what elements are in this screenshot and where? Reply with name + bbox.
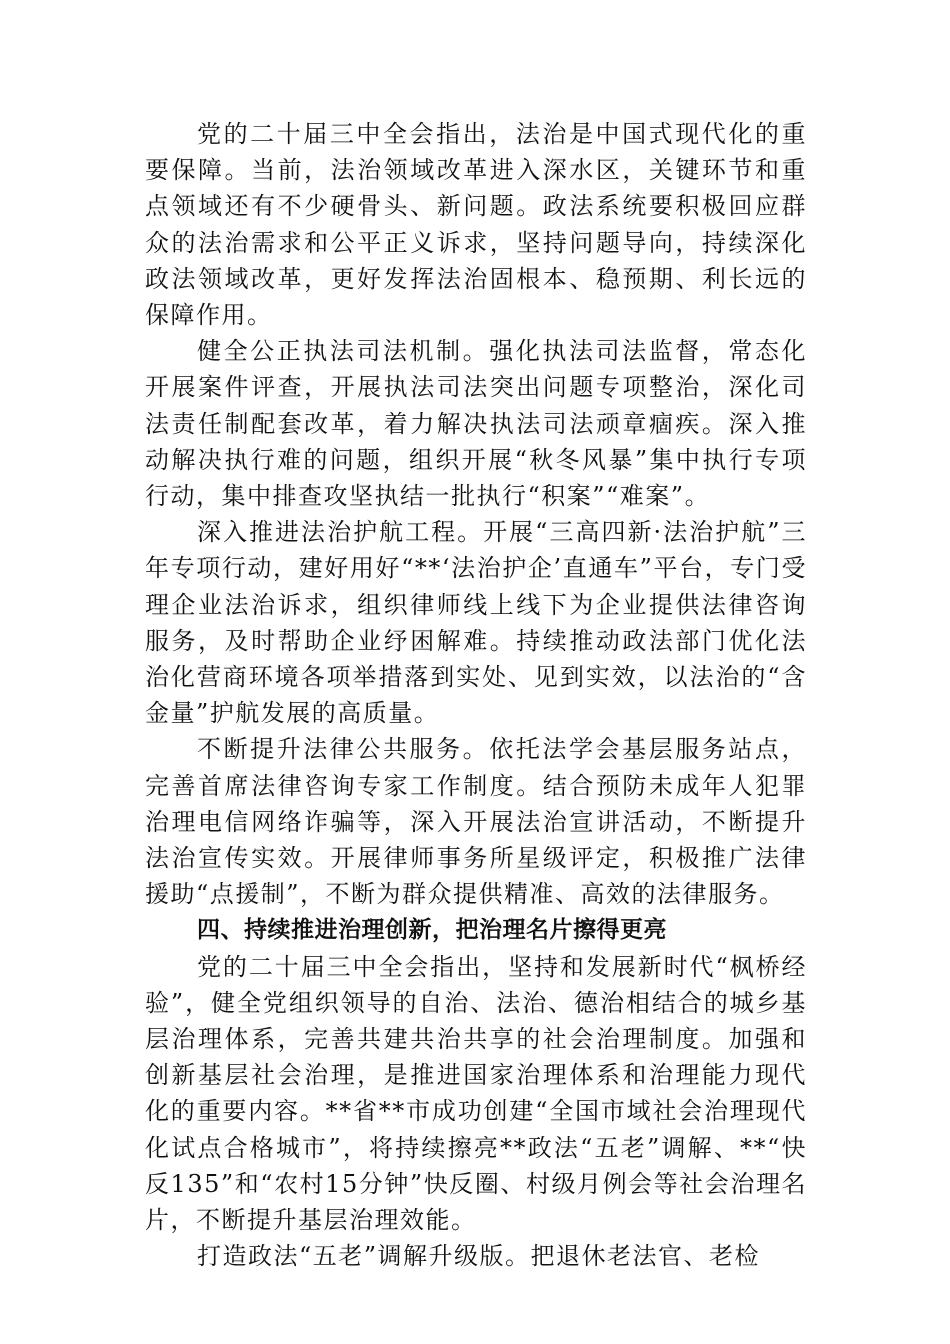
- paragraph-legal-public-service: 不断提升法律公共服务。依托法学会基层服务站点，完善首席法律咨询专家工作制度。结合预防未成年人犯罪治理电信网络诈骗等，深入开展法治宣讲活动，不断提升法治宣传实效。开展律师事务所星级评定，积极推广法律援助“点援制”，不断为群众提供精准、高效的法律服务。: [145, 735, 807, 909]
- section-heading: 四、持续推进治理创新，把治理名片擦得更亮: [197, 917, 667, 944]
- paragraph-governance-innovation: 党的二十届三中全会指出，坚持和发展新时代“枫桥经验”，健全党组织领导的自治、法治、德治相结合的城乡基层治理体系，完善共建共治共享的社会治理制度。加强和创新基层社会治理，是推进国家治理体系和治理能力现代化的重要内容。**省**市成功创建“全国市域社会治理现代化试点合格城市”，将持续擦亮**政法“五老”调解、**“快反135”和“农村15分钟”快反圈、村级月例会等社会治理名片，不断提升基层治理效能。: [145, 952, 807, 1235]
- document-body: [145, 116, 807, 1275]
- paragraph-five-elders-mediation: 打造政法“五老”调解升级版。把退休老法官、老检: [197, 1242, 761, 1271]
- paragraph-intro: 党的二十届三中全会指出，法治是中国式现代化的重要保障。当前，法治领域改革进入深水区，关键环节和重点领域还有不少硬骨头、新问题。政法系统要积极回应群众的法治需求和公平正义诉求，坚持问题导向，持续深化政法领域改革，更好发挥法治固根本、稳预期、利长远的保障作用。: [145, 120, 807, 330]
- paragraph-judicial-mechanism: 健全公正执法司法机制。强化执法司法监督，常态化开展案件评查，开展执法司法突出问题专项整治，深化司法责任制配套改革，着力解决执法司法顽章痼疾。深入推动解决执行难的问题，组织开展“秋冬风暴”集中执行专项行动，集中排查攻坚执结一批执行“积案”“难案”。: [145, 337, 807, 511]
- paragraph-rule-of-law-escort: 深入推进法治护航工程。开展“三高四新·法治护航”三年专项行动，建好用好“**‘法治护企’直通车”平台，专门受理企业法治诉求，组织律师线上线下为企业提供法律咨询服务，及时帮助企业纾困解难。持续推动政法部门优化法治化营商环境各项举措落到实处、见到实效，以法治的“含金量”护航发展的高质量。: [145, 518, 807, 728]
